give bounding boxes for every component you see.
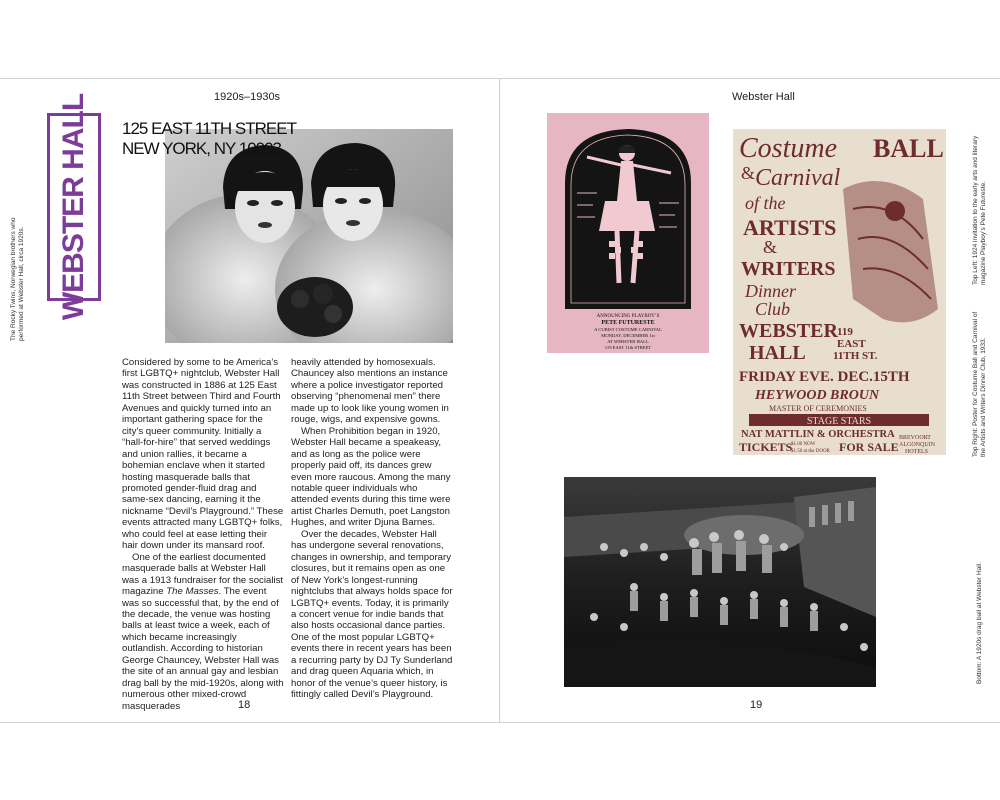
poster-text: ARTISTS (743, 215, 837, 240)
paragraph: Over the decades, Webster Hall has undergone several renovations, changes in ownership, and temporary closures, but it remains open as one of New York’s longest-running nightclubs that always holds space for LGBTQ+ events. Today, it is primarily a concert venue for indie bands that also hosts occasional dance parties. One of the most popular LGBTQ+ events there in recent years has been a recurring party by DJ Ty Sunderland and drag queen Aquaria which, in honor of the venue’s queer history, is fittingly called Devil’s Playground. (291, 528, 453, 701)
paragraph: When Prohibition began in 1920, Webster Hall became a speakeasy, and as long as the police were properly paid off, its dances grew even more raucous. Among the many notable queer individuals who attended events during this time were artist Charles Demuth, poet Langston Hughes, and writer Djuna Barnes. (291, 425, 451, 529)
poster-text: $1.00 NOW (791, 442, 816, 447)
text-run: . The event was so successful that, by the end of the decade, the venue was hosting balls at least twice a week, each of which became increasingly outlandish. According to historian George Chauncey, Webster Hall was the site of an annual gay and lesbian drag ball by the mid-1920s, along with numerous other mixed-crowd masquerades (122, 586, 284, 712)
poster-text: Club (755, 299, 791, 319)
poster-text: WRITERS (741, 258, 836, 280)
paragraph: Considered by some to be America’s first LGBTQ+ nightclub, Webster Hall was constructed in 1886 at 125 East 11th Street between Third and Fourth Avenues and quickly turned into an important gathering space for the city’s queer community. Initially a “hall-for-hire” that served weddings and union rallies, it became a bohemian enclave when it started hosting masquerade balls that promoted gender-fluid drag and same-sex dancing, earning it the nickname “Devil’s Playground.” These events attracted many LGBTQ+ folks, who could feel at ease letting their hair down under its mansard roof. (122, 357, 284, 552)
invite-line: 119 EAST 11th STREET (604, 345, 652, 350)
logo-text: WEBSTER HALL (57, 93, 90, 321)
webster-hall-logo (47, 93, 101, 321)
poster-text: MASTER OF CEREMONIES (769, 404, 867, 413)
poster-text: BREVOORT (899, 435, 931, 441)
poster-text: TICKETS (739, 440, 793, 454)
poster-text: STAGE STARS (806, 416, 872, 427)
poster-text: & (763, 237, 778, 257)
address-line-2: NEW YORK, NY 10003 (122, 139, 282, 158)
caption-line: magazine Playboy’s Pete Futureste. (980, 181, 987, 285)
caption-top-right (972, 312, 988, 457)
caption-line: The Rocky Twins, Norwegian brothers who (10, 217, 17, 341)
caption-line: the Artists and Writers Dinner Club, 1933. (980, 337, 987, 457)
poster-text: 119 (837, 326, 853, 338)
poster-text: HOTELS (905, 449, 928, 455)
drag-ball-photo (564, 477, 876, 687)
poster-text: Costume (739, 133, 837, 164)
page-number: 19 (750, 699, 763, 711)
poster-text: & (741, 163, 756, 183)
poster-text: $1.50 at the DOOR (791, 449, 830, 454)
caption-line: Top Right: Poster for Costume Ball and Carnival of (972, 311, 979, 457)
caption-top-left (972, 136, 988, 285)
poster-text: WEBSTER (739, 320, 838, 342)
poster-text: Dinner (745, 281, 796, 301)
invite-line: A CUBIST COSTUME CARNIVAL (594, 327, 662, 332)
invite-line: PETE FUTURESTE (601, 320, 655, 326)
address-line-1: 125 EAST 11TH STREET (122, 119, 296, 138)
poster-text: EAST (837, 338, 866, 350)
left-page (0, 78, 500, 723)
caption-line: Top Left: 1924 invitation to the early arts and literary (972, 135, 979, 285)
poster-text: HEYWOOD BROUN (755, 388, 880, 403)
caption-bottom (976, 562, 984, 684)
photo-caption (10, 218, 26, 341)
poster-text: NAT MATTLIN & ORCHESTRA (741, 429, 895, 440)
address (122, 119, 296, 159)
invite-line: MONDAY, DECEMBER 1st (601, 333, 655, 338)
poster-text: FOR SALE (839, 440, 899, 454)
pete-futureste-invitation (547, 113, 709, 353)
magazine-title: The Masses (166, 586, 219, 598)
right-page (500, 78, 1000, 723)
poster-text: HALL (749, 342, 806, 364)
poster-text: of the (745, 193, 786, 213)
invite-line: AT WEBSTER HALL (607, 339, 649, 344)
caption-line: Bottom: A 1920s drag ball at Webster Hall. (976, 561, 983, 684)
poster-text: FRIDAY EVE. DEC.15TH (739, 369, 910, 385)
running-head: Webster Hall (732, 91, 795, 103)
running-head: 1920s–1930s (214, 91, 281, 103)
text-run: One of the earliest documented masquerade balls at Webster Hall was a 1913 fundraiser for the socialist magazine (122, 551, 284, 598)
poster-text: ALGONQUIN (899, 442, 935, 448)
paragraph: heavily attended by homosexuals. Chauncey also mentions an instance where a police investigator reported observing “phenomenal men” there made up to look like young women in rouge, wigs, and expensive gowns. (291, 357, 449, 426)
invite-line: ANNOUNCING PLAYBOY’S (596, 314, 660, 319)
paragraph (122, 552, 284, 712)
body-column-1 (122, 357, 284, 712)
poster-text: BALL (873, 134, 944, 163)
poster-text: Carnival (755, 165, 841, 191)
poster-text: 11TH ST. (833, 350, 878, 362)
rocky-twins-photo (165, 129, 453, 343)
caption-line: performed at Webster Hall, circa 1920s. (18, 226, 25, 341)
book-spread (0, 78, 1000, 721)
page-number: 18 (238, 699, 251, 711)
costume-ball-poster (733, 129, 946, 455)
body-column-2 (291, 357, 453, 701)
